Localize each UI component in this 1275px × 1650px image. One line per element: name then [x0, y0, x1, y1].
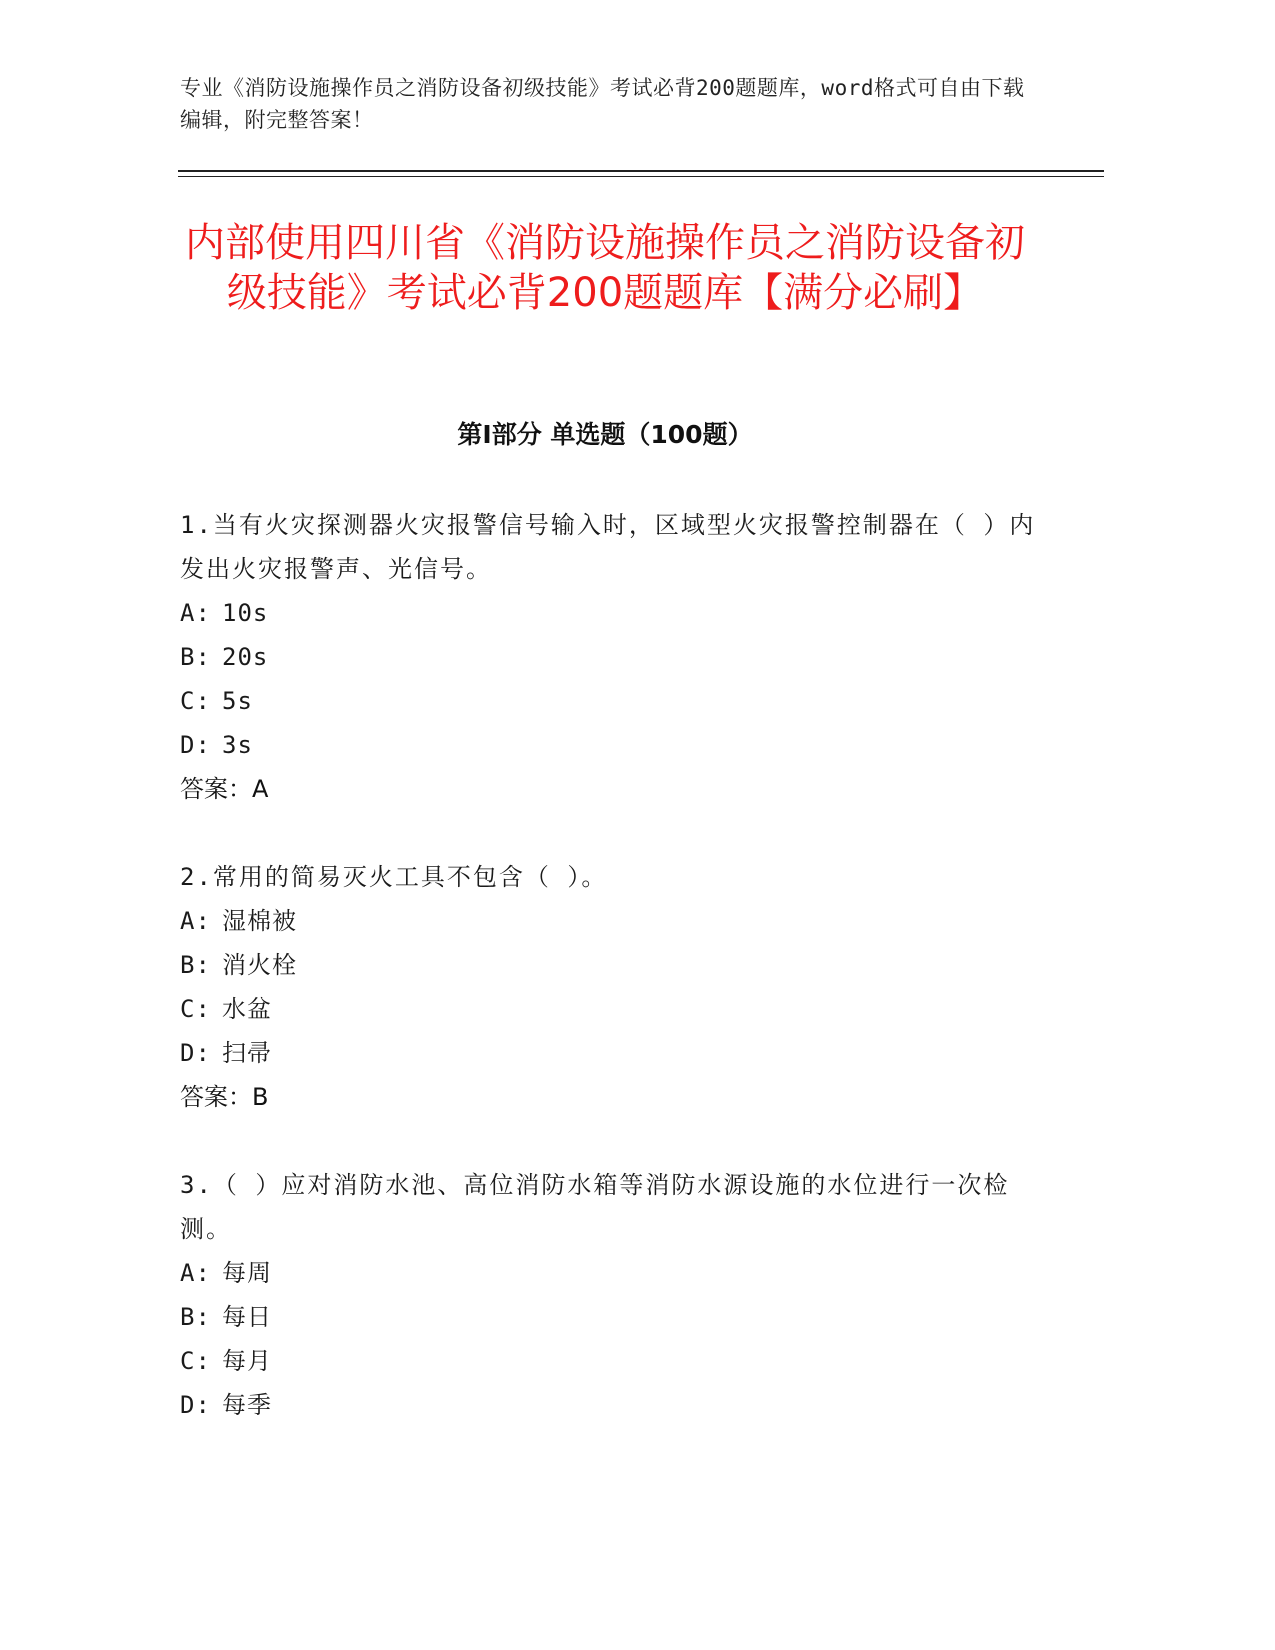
- section-title: 第I部分 单选题（100题）: [457, 420, 753, 449]
- option-text: 扫帚: [222, 1039, 272, 1067]
- option-key: D:: [180, 1391, 211, 1419]
- option-b: [180, 1295, 1040, 1339]
- option-key: C:: [180, 1347, 211, 1375]
- option-c: [180, 987, 1040, 1031]
- option-c: [180, 1339, 1040, 1383]
- option-a: [180, 591, 1040, 635]
- option-text: 每日: [222, 1303, 272, 1331]
- option-key: B:: [180, 951, 211, 979]
- option-key: C:: [180, 687, 211, 715]
- option-d: [180, 723, 1040, 767]
- option-text: 湿棉被: [222, 907, 297, 935]
- question-2: [180, 855, 1040, 1119]
- question-list: [180, 503, 1040, 1471]
- option-text: 消火栓: [222, 951, 297, 979]
- header-divider-thin: [178, 176, 1104, 177]
- option-key: C:: [180, 995, 211, 1023]
- option-key: B:: [180, 643, 211, 671]
- option-key: A:: [180, 599, 211, 627]
- question-3: [180, 1163, 1040, 1427]
- option-a: [180, 899, 1040, 943]
- option-d: [180, 1031, 1040, 1075]
- option-text: 水盆: [222, 995, 272, 1023]
- option-text: 10s: [222, 599, 269, 627]
- question-stem: 3.（ ）应对消防水池、高位消防水箱等消防水源设施的水位进行一次检测。: [180, 1171, 1010, 1243]
- option-b: [180, 635, 1040, 679]
- option-text: 每月: [222, 1347, 272, 1375]
- option-c: [180, 679, 1040, 723]
- option-a: [180, 1251, 1040, 1295]
- option-key: B:: [180, 1303, 211, 1331]
- option-b: [180, 943, 1040, 987]
- answer-line: 答案：B: [180, 1083, 269, 1111]
- header-note: 专业《消防设施操作员之消防设备初级技能》考试必背200题题库，word格式可自由下载编辑，附完整答案！: [180, 76, 1025, 132]
- option-key: D:: [180, 1039, 211, 1067]
- document-title: 内部使用四川省《消防设施操作员之消防设备初级技能》考试必背200题题库【满分必刷】: [185, 220, 1025, 316]
- option-key: A:: [180, 1259, 211, 1287]
- question-stem: 1.当有火灾探测器火灾报警信号输入时，区域型火灾报警控制器在（ ）内发出火灾报警声、光信号。: [180, 511, 1036, 583]
- option-text: 3s: [222, 731, 253, 759]
- option-text: 每周: [222, 1259, 272, 1287]
- option-d: [180, 1383, 1040, 1427]
- option-text: 20s: [222, 643, 269, 671]
- answer-line: 答案：A: [180, 775, 269, 803]
- option-text: 5s: [222, 687, 253, 715]
- option-key: D:: [180, 731, 211, 759]
- option-key: A:: [180, 907, 211, 935]
- option-text: 每季: [222, 1391, 272, 1419]
- question-1: [180, 503, 1040, 811]
- question-stem: 2.常用的简易灭火工具不包含（ ）。: [180, 863, 608, 891]
- header-divider-thick: [178, 170, 1104, 172]
